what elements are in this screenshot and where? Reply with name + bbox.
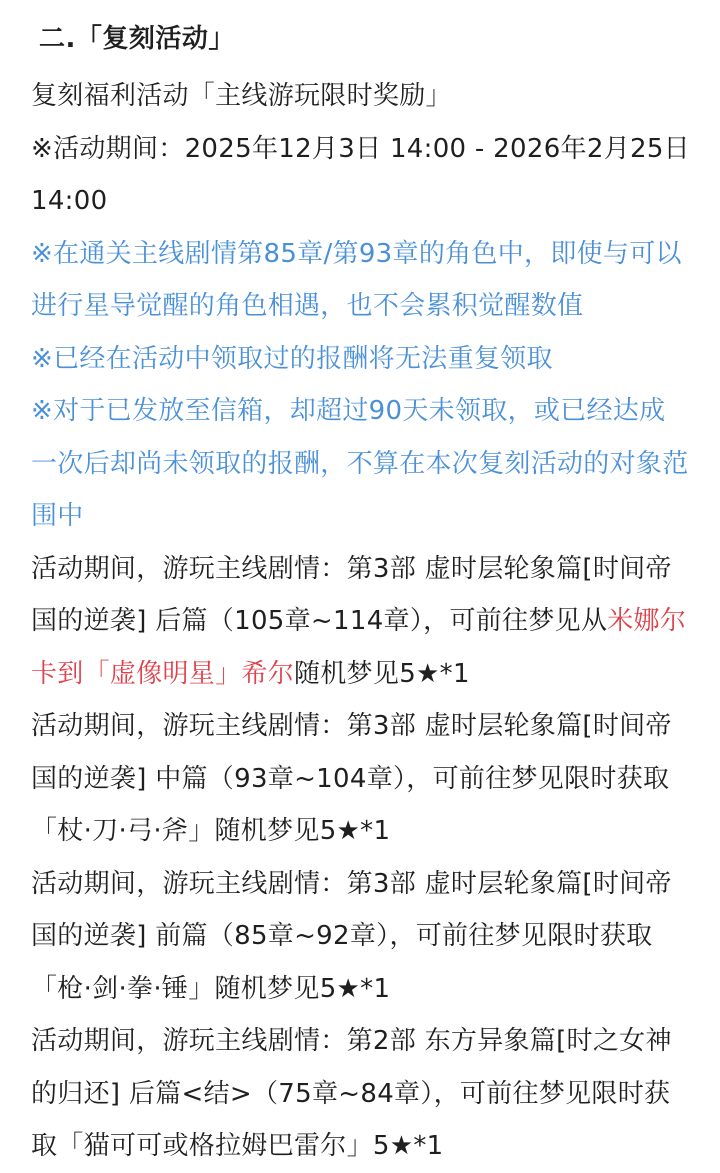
intro-text: 复刻福利活动「主线游玩限时奖励」 — [31, 81, 452, 111]
note-mailbox-exclusion: ※对于已发放至信箱，却超过90天未领取，或已经达成一次后却尚未领取的报酬，不算在本次复刻活动的对象范围中 — [31, 396, 689, 531]
note-no-repeat-claim: ※已经在活动中领取过的报酬将无法重复领取 — [31, 343, 553, 374]
reward-item-part3-former: 活动期间，游玩主线剧情：第3部 虚时层轮象篇[时间帝国的逆袭] 前篇（85章~92章），可前往梦见限时获取「枪·剑·拳·锤」随机梦见5★*1 — [31, 868, 672, 1004]
reward-item-part3-latter — [31, 543, 690, 701]
note-awakening: ※在通关主线剧情第85章/第93章的角色中，即使与可以进行星导觉醒的角色相遇，也不会累积觉醒数值 — [31, 238, 682, 321]
reward-item-part2-latter: 活动期间，游玩主线剧情：第2部 东方异象篇[时之女神的归还] 后篇<结>（75章~84章），可前往梦见限时获取「猫可可或格拉姆巴雷尔」5★*1 — [31, 1026, 672, 1161]
reward-text-prefix: 活动期间，游玩主线剧情：第3部 虚时层轮象篇[时间帝国的逆袭] 后篇（105章~114章），可前往梦见从 — [31, 553, 672, 636]
activity-period: ※活动期间：2025年12月3日 14:00 - 2026年2月25日 14:00 — [31, 133, 690, 216]
reward-highlight-characters: 米娜尔卡到「虚像明星」希尔 — [31, 606, 687, 689]
section-title: 二.「复刻活动」 — [39, 24, 235, 54]
reward-text-suffix: 随机梦见5★*1 — [294, 658, 470, 689]
reward-item-part3-middle: 活动期间，游玩主线剧情：第3部 虚时层轮象篇[时间帝国的逆袭] 中篇（93章~104章），可前往梦见限时获取「杖·刀·弓·斧」随机梦见5★*1 — [31, 711, 672, 846]
